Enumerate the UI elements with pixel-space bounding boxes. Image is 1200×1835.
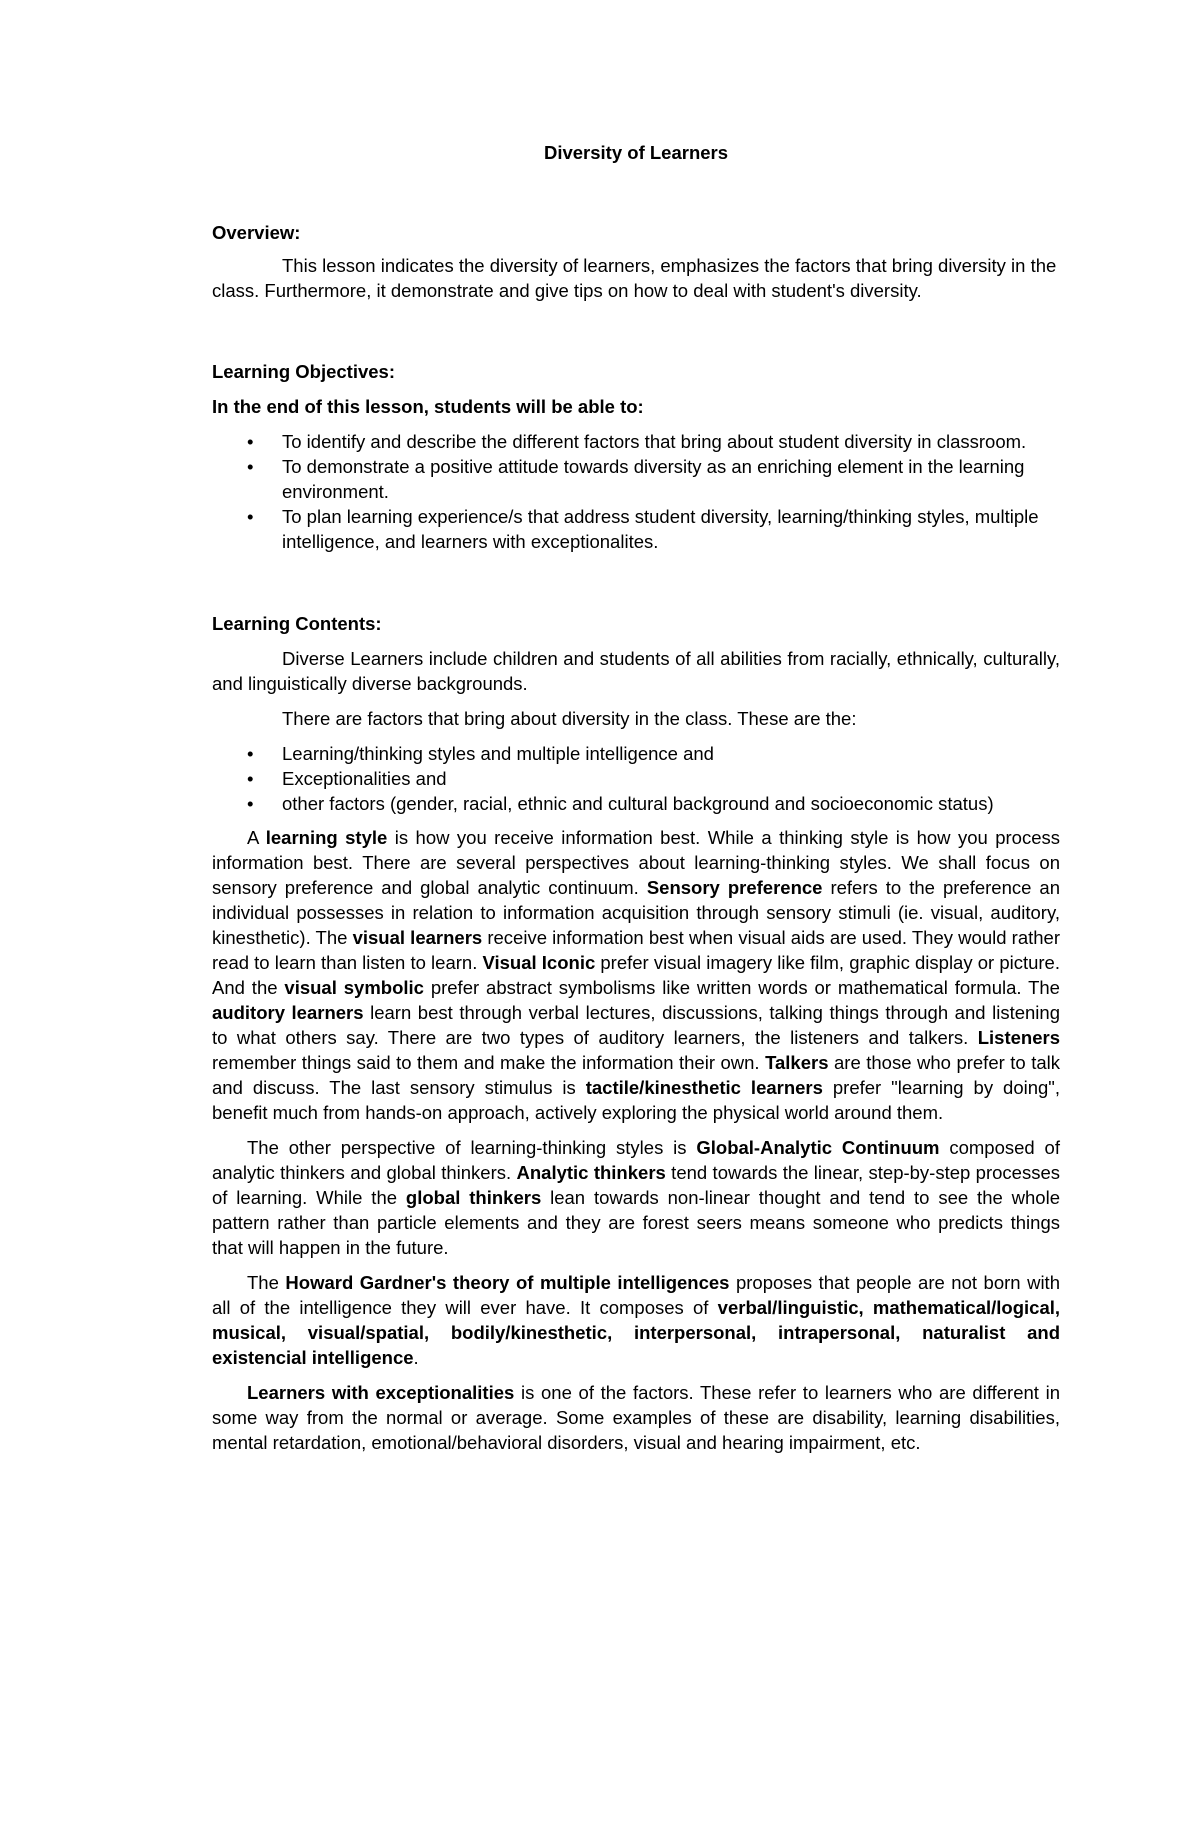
bold-term: learning style <box>265 827 388 848</box>
bold-term: Sensory preference <box>646 877 823 898</box>
overview-heading: Overview: <box>212 222 301 243</box>
contents-paragraph-2: There are factors that bring about diversity in the class. These are the: <box>282 708 857 729</box>
multiple-intelligences-paragraph <box>212 1270 1060 1370</box>
objectives-heading: Learning Objectives: <box>212 361 395 382</box>
document-title: Diversity of Learners <box>543 142 729 163</box>
text-run: proposes that people are not born with all of the intelligence they will ever have. It composes of <box>212 1272 1060 1318</box>
text-run: is how you receive information best. While a thinking style is how you process information best. There are several perspectives about learning-thinking styles. We shall focus on sensory preference and global analytic continuum. <box>212 827 1060 898</box>
text-run: prefer abstract symbolisms like written words or mathematical formula. The <box>423 977 1060 998</box>
bold-term: Howard Gardner's theory of multiple intelligences <box>285 1272 730 1293</box>
text-run: are those who prefer to talk and discuss. The last sensory stimulus is <box>212 1052 1060 1098</box>
bold-term: auditory learners <box>212 1002 364 1023</box>
text-run: . <box>413 1347 419 1368</box>
text-run: lean towards non-linear thought and tend to see the whole pattern rather than particle elements and they are forest seers means someone who predicts things that will happen in the future. <box>212 1187 1060 1258</box>
bold-term: Analytic thinkers <box>516 1162 666 1183</box>
factor-item: • Exceptionalities and <box>212 766 1060 791</box>
document-page <box>212 140 1060 1455</box>
text-run: composed of analytic thinkers and global thinkers. <box>212 1137 1060 1183</box>
bold-term: Listeners <box>977 1027 1060 1048</box>
text-run: prefer visual imagery like film, graphic display or picture. And the <box>212 952 1060 998</box>
global-analytic-paragraph <box>212 1135 1060 1260</box>
bold-term: visual learners <box>352 927 483 948</box>
text-run: The <box>247 1272 286 1293</box>
text-run: is one of the factors. These refer to learners who are different in some way from the normal or average. Some examples of these are disability, learning disabilities, mental retardation, emotional/behavioral disorders, visual and hearing impairment, etc. <box>212 1382 1060 1453</box>
factors-list <box>212 741 1060 816</box>
text-run: remember things said to them and make the information their own. <box>212 1052 766 1073</box>
objective-item: • To demonstrate a positive attitude towards diversity as an enriching element in the learning environment. <box>212 454 1060 504</box>
text-run: A <box>247 827 266 848</box>
bold-term: Global-Analytic Continuum <box>696 1137 940 1158</box>
bold-term: Learners with exceptionalities <box>247 1382 515 1403</box>
text-run: receive information best when visual aids are used. They would rather read to learn than listen to learn. <box>212 927 1060 973</box>
bold-term: visual symbolic <box>284 977 424 998</box>
factor-item: • other factors (gender, racial, ethnic and cultural background and socioeconomic status) <box>212 791 1060 816</box>
objectives-subheading: In the end of this lesson, students will be able to: <box>212 396 644 417</box>
text-run: tend towards the linear, step-by-step processes of learning. While the <box>212 1162 1060 1208</box>
bold-term: Visual Iconic <box>482 952 596 973</box>
objectives-list <box>212 429 1060 554</box>
text-run: prefer "learning by doing", benefit much from hands-on approach, actively exploring the physical world around them. <box>212 1077 1060 1123</box>
objective-item: • To identify and describe the different factors that bring about student diversity in classroom. <box>212 429 1060 454</box>
bold-term: global thinkers <box>405 1187 542 1208</box>
contents-heading: Learning Contents: <box>212 613 382 634</box>
overview-text: This lesson indicates the diversity of learners, emphasizes the factors that bring diversity in the class. Furthermore, it demonstrate and give tips on how to deal with student's diversity. <box>212 255 1057 301</box>
text-run: refers to the preference an individual possesses in relation to information acquisition through sensory stimuli (ie. visual, auditory, kinesthetic). The <box>212 877 1061 948</box>
learning-style-paragraph <box>212 825 1060 1125</box>
objective-item: • To plan learning experience/s that address student diversity, learning/thinking styles, multiple intelligence, and learners with exceptionalites. <box>212 504 1060 554</box>
factor-item: • Learning/thinking styles and multiple intelligence and <box>212 741 1060 766</box>
contents-paragraph-1: Diverse Learners include children and students of all abilities from racially, ethnically, culturally, and linguistically diverse backgrounds. <box>212 648 1060 694</box>
bold-term: Talkers <box>765 1052 829 1073</box>
text-run: The other perspective of learning-thinking styles is <box>247 1137 697 1158</box>
bold-term: verbal/linguistic, mathematical/logical, musical, visual/spatial, bodily/kinesthetic, interpersonal, intrapersonal, naturalist and existencial intelligence <box>212 1297 1061 1368</box>
exceptionalities-paragraph <box>212 1380 1060 1455</box>
bold-term: tactile/kinesthetic learners <box>585 1077 823 1098</box>
text-run: learn best through verbal lectures, discussions, talking things through and listening to what others say. There are two types of auditory learners, the listeners and talkers. <box>212 1002 1060 1048</box>
